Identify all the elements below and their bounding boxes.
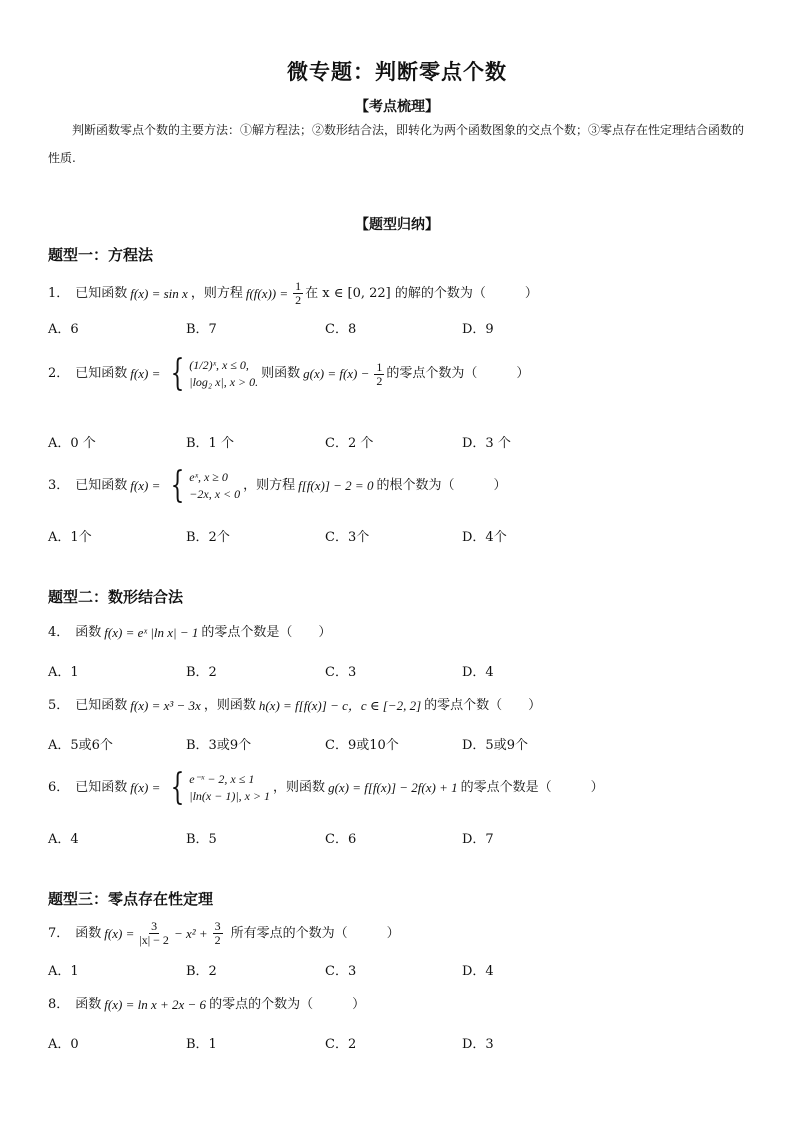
piecewise [166, 353, 259, 394]
option-c[interactable]: C．3 [325, 665, 357, 680]
fraction [293, 280, 303, 307]
option-d[interactable]: D．4 [462, 665, 494, 680]
question-text: ，则函数 [273, 780, 326, 795]
denominator: 2 [214, 933, 221, 947]
case-1: eˣ, x ≥ 0 [189, 470, 228, 484]
question-number: 4． [48, 625, 70, 640]
option-c[interactable]: C．2 个 [325, 436, 374, 451]
option-a[interactable]: A．5或6个 [48, 738, 113, 753]
function-def: f(x) = [130, 478, 161, 493]
cases [189, 357, 258, 391]
question-text: 所有零点的个数为（ ） [230, 925, 400, 941]
question-number: 3． [48, 478, 70, 493]
kaodian-heading: 【考点梳理】 [355, 99, 439, 115]
option-c[interactable]: C．3个 [325, 530, 370, 545]
question-number: 7． [48, 925, 70, 941]
option-a[interactable]: A．1 [48, 964, 79, 979]
option-b[interactable]: B．3或9个 [186, 738, 252, 753]
question-text: 在 x ∈ [0, 22] 的解的个数为（ ） [305, 285, 538, 301]
option-d[interactable]: D．7 [462, 832, 494, 847]
kaodian-paragraph: 判断函数零点个数的主要方法：①解方程法；②数形结合法，即转化为两个函数图象的交点个数；③零点存在性定理结合函数的性质. [48, 123, 745, 165]
kaodian-text [48, 116, 748, 172]
function-def: f(x) = [104, 925, 135, 941]
question-4 [48, 624, 331, 642]
question-number: 5． [48, 698, 70, 713]
option-d[interactable]: D．3 [462, 1037, 494, 1052]
numerator: 1 [295, 279, 302, 293]
question-number: 6． [48, 780, 70, 795]
question-text: 已知函数 [75, 698, 128, 713]
section-title-2: 题型二：数形结合法 [48, 588, 184, 606]
option-b[interactable]: B．1 [186, 1037, 217, 1052]
question-text: 的零点的个数为（ ） [209, 997, 366, 1012]
equation: g(x) = f(x) − [303, 366, 370, 381]
option-b[interactable]: B．1 个 [186, 436, 234, 451]
section-title-1: 题型一：方程法 [48, 246, 154, 264]
option-a[interactable]: A．0 个 [48, 436, 96, 451]
brace-icon: { [170, 767, 185, 808]
question-text: 已知函数 [75, 366, 128, 381]
equation: h(x) = f[f(x)] − c，c ∈ [−2, 2] [258, 698, 422, 713]
option-c[interactable]: C．3 [325, 964, 357, 979]
function-def: f(x) = x³ − 3x [130, 698, 201, 713]
question-6 [48, 767, 604, 808]
function-def: f(x) = eˣ |ln x| − 1 [104, 625, 199, 640]
question-2 [48, 353, 530, 394]
question-text: ，则方程 [243, 478, 296, 493]
option-a[interactable]: A．1 [48, 665, 79, 680]
equation: − x² + [173, 925, 208, 941]
brace-icon: { [170, 465, 185, 506]
question-number: 8． [48, 997, 70, 1012]
piecewise [166, 767, 271, 808]
denominator: 2 [376, 373, 383, 388]
numerator: 1 [376, 359, 383, 374]
option-d[interactable]: D．4 [462, 964, 494, 979]
option-b[interactable]: B．7 [186, 322, 217, 337]
equation: f[f(x)] − 2 = 0 [298, 478, 374, 493]
numerator: 3 [214, 919, 221, 933]
option-b[interactable]: B．2 [186, 665, 217, 680]
question-7 [48, 920, 400, 947]
question-number: 2． [48, 366, 70, 381]
denominator: |x| − 2 [139, 933, 169, 947]
question-text: 的零点个数（ ） [424, 698, 542, 713]
function-def: f(x) = sin x [130, 285, 188, 301]
numerator: 3 [151, 919, 158, 933]
section-title-3: 题型三：零点存在性定理 [48, 890, 214, 908]
case-2: −2x, x < 0 [189, 487, 241, 501]
option-c[interactable]: C．2 [325, 1037, 357, 1052]
denominator: 2 [295, 293, 302, 307]
piecewise [166, 465, 241, 506]
option-a[interactable]: A．4 [48, 832, 79, 847]
question-5 [48, 697, 541, 715]
option-c[interactable]: C．8 [325, 322, 357, 337]
tixing-heading: 【题型归纳】 [355, 217, 439, 233]
fraction [213, 920, 223, 947]
question-text: 函数 [75, 925, 102, 941]
cases [189, 771, 270, 805]
question-text: 的零点个数为（ ） [386, 366, 530, 381]
question-text: 的零点个数是（ ） [460, 780, 604, 795]
cases [189, 469, 240, 503]
question-text: 则函数 [261, 366, 301, 381]
option-c[interactable]: C．9或10个 [325, 738, 399, 753]
question-number: 1． [48, 285, 70, 301]
question-text: 已知函数 [75, 478, 128, 493]
option-b[interactable]: B．2个 [186, 530, 230, 545]
question-1 [48, 280, 538, 307]
function-def: f(x) = [130, 780, 161, 795]
question-text: 函数 [75, 625, 102, 640]
fraction [139, 920, 169, 947]
question-8 [48, 996, 365, 1014]
question-3 [48, 465, 507, 506]
option-a[interactable]: A．6 [48, 322, 79, 337]
question-text: 已知函数 [75, 285, 128, 301]
case-2: |log₂ x|, x > 0. [189, 375, 259, 389]
fraction [374, 361, 384, 388]
case-1: (1/2)ˣ, x ≤ 0, [189, 358, 249, 372]
function-def: f(x) = ln x + 2x − 6 [104, 997, 207, 1012]
page-title: 微专题：判断零点个数 [287, 60, 507, 84]
option-d[interactable]: D．5或9个 [462, 738, 528, 753]
option-b[interactable]: B．2 [186, 964, 217, 979]
brace-icon: { [170, 353, 185, 394]
option-c[interactable]: C．6 [325, 832, 357, 847]
function-def: f(x) = [130, 366, 161, 381]
question-text: 的根个数为（ ） [376, 478, 507, 493]
option-d[interactable]: D．9 [462, 322, 494, 337]
option-b[interactable]: B．5 [186, 832, 217, 847]
case-2: |ln(x − 1)|, x > 1 [189, 789, 271, 803]
option-a[interactable]: A．1个 [48, 530, 92, 545]
option-a[interactable]: A．0 [48, 1037, 79, 1052]
equation: g(x) = f[f(x)] − 2f(x) + 1 [328, 780, 458, 795]
option-d[interactable]: D．3 个 [462, 436, 511, 451]
question-text: 的零点个数是（ ） [201, 625, 332, 640]
equation: f(f(x)) = [245, 285, 289, 301]
option-d[interactable]: D．4个 [462, 530, 507, 545]
question-text: 已知函数 [75, 780, 128, 795]
question-text: 函数 [75, 997, 102, 1012]
question-text: ，则方程 [190, 285, 243, 301]
question-text: ，则函数 [203, 698, 256, 713]
case-1: e⁻ˣ − 2, x ≤ 1 [189, 772, 255, 786]
